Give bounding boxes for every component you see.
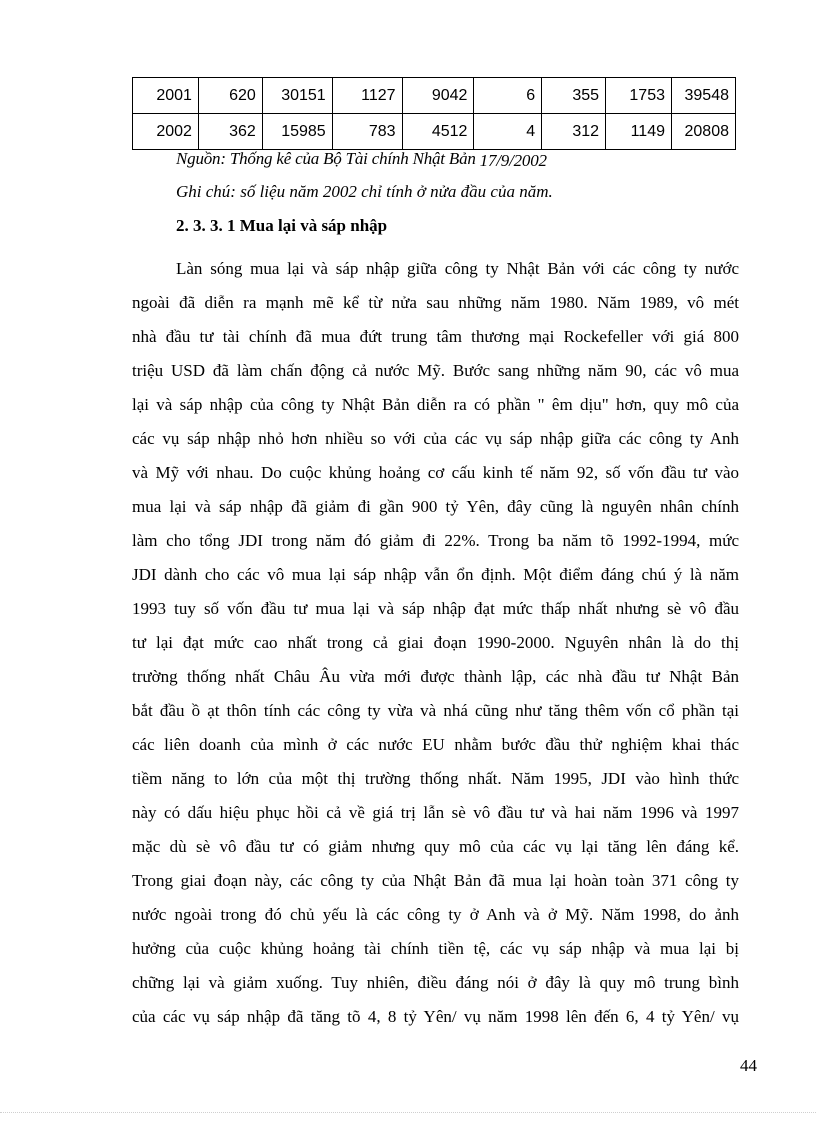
paragraph-line: chững lại và giảm xuống. Tuy nhiên, điều đáng nói ở đây là quy mô trung bình [132, 973, 739, 992]
paragraph-line: 1993 tuy số vốn đầu tư mua lại và sáp nhập đạt mức thấp nhất nhưng sè vô đầu [132, 599, 739, 618]
body-paragraph [132, 252, 739, 1034]
paragraph-line: trường thống nhất Châu Âu vừa mới được thành lập, các nhà đầu tư Nhật Bản [132, 667, 739, 686]
table-cell: 1753 [606, 78, 672, 114]
paragraph-line: mặc dù sè vô đầu tư có giảm nhưng quy mô của các vụ lại tăng lên đáng kể. [132, 837, 739, 856]
paragraph-line: ngoài đã diễn ra mạnh mẽ kể từ nửa sau những năm 1980. Năm 1989, vô mét [132, 293, 739, 312]
paragraph-line: lại và sáp nhập của công ty Nhật Bản diễn ra có phần " êm dịu" hơn, quy mô của [132, 395, 739, 414]
page-number: 44 [740, 1056, 757, 1075]
table-note: Ghi chú: số liệu năm 2002 chỉ tính ở nửa đầu của năm. [176, 182, 553, 201]
table-cell: 355 [542, 78, 606, 114]
table-row [133, 78, 736, 114]
table-cell: 20808 [671, 114, 735, 150]
paragraph-line: Làn sóng mua lại và sáp nhập giữa công ty Nhật Bản với các công ty nước [176, 259, 739, 278]
paragraph-line: các liên doanh của mình ở các nước EU nhằm bước đầu thử nghiệm khai thác [132, 735, 739, 754]
table-cell: 1127 [332, 78, 402, 114]
table-row [133, 114, 736, 150]
paragraph-line: mua lại và sáp nhập đã giảm đi gần 900 tỷ Yên, đây cũng là nguyên nhân chính [132, 497, 739, 516]
paragraph-line: hưởng của cuộc khủng hoảng tài chính tiền tệ, các vụ sáp nhập và mua lại bị [132, 939, 739, 958]
paragraph-line: của các vụ sáp nhập đã tăng tõ 4, 8 tỷ Yên/ vụ năm 1998 lên đến 6, 4 tỷ Yên/ vụ [132, 1007, 739, 1026]
table-cell: 312 [542, 114, 606, 150]
table-cell: 2002 [133, 114, 199, 150]
table-cell: 4 [474, 114, 542, 150]
paragraph-line: nhà đầu tư tài chính đã mua đứt trung tâm thương mại Rockefeller với giá 800 [132, 327, 739, 346]
paragraph-line: và Mỹ với nhau. Do cuộc khủng hoảng cơ cấu kinh tế năm 92, số vốn đầu tư vào [132, 463, 739, 482]
table-cell: 15985 [262, 114, 332, 150]
paragraph-line: làm cho tổng JDI trong năm đó giảm đi 22%. Trong ba năm tõ 1992-1994, mức [132, 531, 739, 550]
table-cell: 783 [332, 114, 402, 150]
section-heading: 2. 3. 3. 1 Mua lại và sáp nhập [176, 216, 388, 235]
table-cell: 4512 [402, 114, 474, 150]
table-body [133, 78, 736, 150]
paragraph-line: tư lại đạt mức cao nhất trong cả giai đoạn 1990-2000. Nguyên nhân là do thị [132, 633, 739, 652]
table-cell: 2001 [133, 78, 199, 114]
table-cell: 30151 [262, 78, 332, 114]
source-citation [176, 149, 547, 169]
paragraph-line: nước ngoài trong đó chủ yếu là các công ty ở Anh và ở Mỹ. Năm 1998, do ảnh [132, 905, 739, 924]
paragraph-line: này có dấu hiệu phục hồi cả về giá trị lẫn sè vô đầu tư và hai năm 1996 và 1997 [132, 803, 739, 822]
paragraph-line: tiềm năng to lớn của một thị trường thống nhất. Năm 1995, JDI vào hình thức [132, 769, 739, 788]
paragraph-line: bắt đầu ồ ạt thôn tính các công ty vừa và nhá cũng như tăng thêm vốn cổ phần tại [132, 701, 739, 720]
table-cell: 1149 [606, 114, 672, 150]
paragraph-line: triệu USD đã làm chấn động cả nước Mỹ. Bước sang những năm 90, các vô mua [132, 361, 739, 380]
investment-table [132, 77, 736, 150]
table-cell: 362 [198, 114, 262, 150]
page-bottom-rule [0, 1112, 816, 1113]
source-date: 17/9/2002 [479, 151, 547, 170]
paragraph-line: Trong giai đoạn này, các công ty của Nhật Bản đã mua lại hoàn toàn 371 công ty [132, 871, 739, 890]
paragraph-line: các vụ sáp nhập nhỏ hơn nhiều so với của các vụ sáp nhập giữa các công ty Anh [132, 429, 739, 448]
table-cell: 9042 [402, 78, 474, 114]
source-label: Nguồn: Thống kê của Bộ Tài chính Nhật Bản [176, 149, 476, 168]
table-cell: 620 [198, 78, 262, 114]
paragraph-line: JDI dành cho các vô mua lại sáp nhập vẫn ổn định. Một điểm đáng chú ý là năm [132, 565, 739, 584]
table-cell: 39548 [671, 78, 735, 114]
table-cell: 6 [474, 78, 542, 114]
